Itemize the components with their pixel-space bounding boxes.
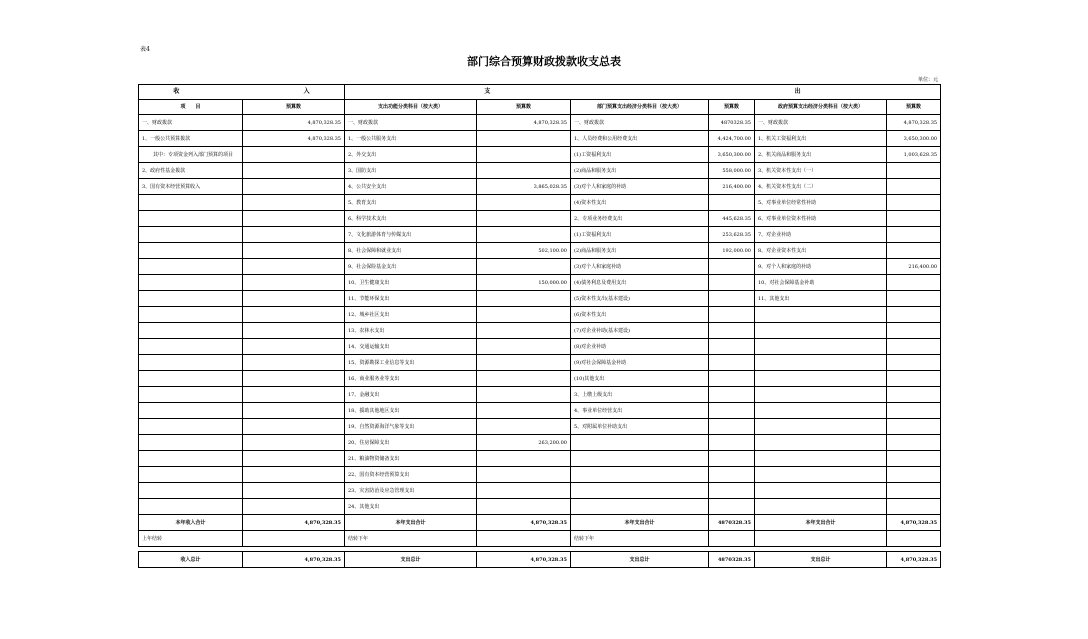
table-row <box>139 371 941 387</box>
table-row <box>139 243 941 259</box>
functional-budget-cell: 263,200.00 <box>477 435 571 451</box>
functional-budget-cell <box>477 451 571 467</box>
income-budget-cell <box>243 499 345 515</box>
dept-economic-item-cell: (2)商品和服务支出 <box>571 243 709 259</box>
income-budget-cell <box>243 339 345 355</box>
functional-item-cell: 19、自然资源海洋气象等支出 <box>345 419 477 435</box>
column-header-row <box>139 100 941 115</box>
gov-economic-budget-cell <box>887 531 941 547</box>
functional-budget-cell <box>477 467 571 483</box>
gov-economic-budget-cell <box>887 339 941 355</box>
income-item-cell: 3、国有资本经营预算收入 <box>139 179 243 195</box>
table-row <box>139 179 941 195</box>
functional-item-cell: 8、社会保障和就业支出 <box>345 243 477 259</box>
functional-budget-cell: 4,870,328.35 <box>477 552 571 568</box>
col-header-dept-economic-budget: 预算数 <box>709 100 755 115</box>
gov-economic-budget-cell <box>887 451 941 467</box>
income-item-cell: 本年收入合计 <box>139 515 243 531</box>
functional-budget-cell <box>477 371 571 387</box>
dept-economic-item-cell: (4)债务利息及费用支出 <box>571 275 709 291</box>
col-header-functional-item: 支出功能分类科目（按大类） <box>345 100 477 115</box>
expense-char-2: 出 <box>794 88 801 95</box>
dept-economic-budget-cell <box>709 307 755 323</box>
gov-economic-budget-cell <box>887 211 941 227</box>
gov-economic-budget-cell <box>887 307 941 323</box>
income-item-cell <box>139 419 243 435</box>
col-header-gov-economic-item: 政府预算支出经济分类科目（按大类） <box>755 100 887 115</box>
gov-economic-item-cell: 支出总计 <box>755 552 887 568</box>
table-row <box>139 323 941 339</box>
functional-budget-cell <box>477 259 571 275</box>
gov-economic-budget-cell: 4,870,328.35 <box>887 115 941 131</box>
income-budget-cell: 4,870,328.35 <box>243 515 345 531</box>
income-item-cell <box>139 355 243 371</box>
income-item-cell <box>139 467 243 483</box>
income-char-2: 入 <box>303 88 310 95</box>
gov-economic-budget-cell <box>887 163 941 179</box>
dept-economic-budget-cell: 4,424,700.00 <box>709 131 755 147</box>
income-item-cell <box>139 259 243 275</box>
dept-economic-budget-cell <box>709 355 755 371</box>
gov-economic-item-cell <box>755 355 887 371</box>
functional-budget-cell <box>477 387 571 403</box>
gov-economic-item-cell <box>755 387 887 403</box>
table-row <box>139 387 941 403</box>
table-row <box>139 131 941 147</box>
table-row <box>139 467 941 483</box>
functional-budget-cell: 4,870,328.35 <box>477 515 571 531</box>
gov-economic-item-cell <box>755 451 887 467</box>
functional-item-cell: 6、科学技术支出 <box>345 211 477 227</box>
dept-economic-item-cell: (6)资本性支出 <box>571 307 709 323</box>
gov-economic-item-cell <box>755 531 887 547</box>
gov-economic-item-cell: 1、机关工资福利支出 <box>755 131 887 147</box>
dept-economic-item-cell: 本年支出合计 <box>571 515 709 531</box>
functional-item-cell: 12、城乡社区支出 <box>345 307 477 323</box>
gov-economic-item-cell: 7、对企业补助 <box>755 227 887 243</box>
dept-economic-budget-cell <box>709 387 755 403</box>
dept-economic-item-cell: 支出总计 <box>571 552 709 568</box>
gov-economic-item-cell <box>755 483 887 499</box>
functional-item-cell: 16、商业服务业等支出 <box>345 371 477 387</box>
income-item-cell <box>139 291 243 307</box>
income-budget-cell <box>243 195 345 211</box>
functional-budget-cell: 3,865,028.35 <box>477 179 571 195</box>
dept-economic-budget-cell <box>709 531 755 547</box>
dept-economic-budget-cell: 4870328.35 <box>709 552 755 568</box>
table-row <box>139 259 941 275</box>
dept-economic-item-cell <box>571 467 709 483</box>
functional-item-cell: 7、文化旅游体育与传媒支出 <box>345 227 477 243</box>
gov-economic-item-cell <box>755 371 887 387</box>
carryover-row <box>139 531 941 547</box>
gov-economic-budget-cell <box>887 355 941 371</box>
functional-item-cell: 2、外交支出 <box>345 147 477 163</box>
income-budget-cell <box>243 323 345 339</box>
functional-budget-cell: 502,100.00 <box>477 243 571 259</box>
income-item-cell <box>139 403 243 419</box>
expense-char-1: 支 <box>484 88 491 95</box>
income-budget-cell <box>243 243 345 259</box>
col-header-gov-economic-budget: 预算数 <box>887 100 941 115</box>
gov-economic-budget-cell <box>887 403 941 419</box>
income-budget-cell <box>243 179 345 195</box>
table-row <box>139 147 941 163</box>
functional-budget-cell <box>477 499 571 515</box>
income-item-cell <box>139 243 243 259</box>
income-budget-cell <box>243 259 345 275</box>
gov-economic-item-cell: 3、机关资本性支出（一） <box>755 163 887 179</box>
income-budget-cell <box>243 307 345 323</box>
functional-item-cell: 14、交通运输支出 <box>345 339 477 355</box>
income-budget-cell <box>243 371 345 387</box>
dept-economic-budget-cell <box>709 259 755 275</box>
gov-economic-budget-cell <box>887 323 941 339</box>
dept-economic-item-cell: (5)资本性支出(基本建设) <box>571 291 709 307</box>
functional-item-cell: 21、粮油物资储备支出 <box>345 451 477 467</box>
dept-economic-budget-cell: 4870328.35 <box>709 515 755 531</box>
functional-budget-cell <box>477 163 571 179</box>
dept-economic-item-cell: (3)对个人和家庭的补助 <box>571 179 709 195</box>
gov-economic-item-cell: 10、对社会保障基金补助 <box>755 275 887 291</box>
income-item-cell: 一、财政拨款 <box>139 115 243 131</box>
income-budget-cell <box>243 387 345 403</box>
gov-economic-budget-cell <box>887 499 941 515</box>
table-row <box>139 339 941 355</box>
dept-economic-budget-cell <box>709 323 755 339</box>
income-budget-cell: 4,870,328.35 <box>243 131 345 147</box>
functional-item-cell: 11、节能环保支出 <box>345 291 477 307</box>
table-row <box>139 355 941 371</box>
gov-economic-budget-cell <box>887 195 941 211</box>
gov-economic-budget-cell <box>887 387 941 403</box>
functional-budget-cell <box>477 195 571 211</box>
dept-economic-item-cell <box>571 483 709 499</box>
gov-economic-budget-cell <box>887 419 941 435</box>
dept-economic-item-cell: (4)资本性支出 <box>571 195 709 211</box>
functional-item-cell: 24、其他支出 <box>345 499 477 515</box>
income-section-header <box>139 85 345 100</box>
dept-economic-item-cell: (3)对个人和家庭补助 <box>571 259 709 275</box>
income-budget-cell <box>243 355 345 371</box>
document-title: 部门综合预算财政拨款收支总表 <box>467 55 621 68</box>
income-item-cell <box>139 371 243 387</box>
functional-item-cell: 9、社会保险基金支出 <box>345 259 477 275</box>
dept-economic-budget-cell <box>709 419 755 435</box>
gov-economic-budget-cell: 216,400.00 <box>887 259 941 275</box>
income-item-cell <box>139 307 243 323</box>
table-row <box>139 435 941 451</box>
dept-economic-item-cell: 2、专项业务经费支出 <box>571 211 709 227</box>
dept-economic-item-cell <box>571 499 709 515</box>
table-row <box>139 211 941 227</box>
income-budget-cell <box>243 227 345 243</box>
functional-budget-cell <box>477 291 571 307</box>
dept-economic-item-cell: 一、财政拨款 <box>571 115 709 131</box>
gov-economic-item-cell <box>755 323 887 339</box>
income-item-cell <box>139 227 243 243</box>
income-budget-cell: 4,870,328.35 <box>243 552 345 568</box>
income-item-cell <box>139 387 243 403</box>
functional-budget-cell <box>477 419 571 435</box>
income-item-cell: 上年结转 <box>139 531 243 547</box>
income-budget-cell <box>243 291 345 307</box>
functional-item-cell: 结转下年 <box>345 531 477 547</box>
dept-economic-item-cell: (2)商品和服务支出 <box>571 163 709 179</box>
income-budget-cell <box>243 451 345 467</box>
table-row <box>139 403 941 419</box>
functional-item-cell: 支出总计 <box>345 552 477 568</box>
functional-item-cell: 23、灾害防治及应急管理支出 <box>345 483 477 499</box>
income-budget-cell <box>243 211 345 227</box>
functional-item-cell: 一、财政拨款 <box>345 115 477 131</box>
functional-item-cell: 5、教育支出 <box>345 195 477 211</box>
functional-item-cell: 本年支出合计 <box>345 515 477 531</box>
gov-economic-budget-cell <box>887 275 941 291</box>
dept-economic-item-cell: (1)工资福利支出 <box>571 147 709 163</box>
dept-economic-item-cell: (8)对企业补助 <box>571 339 709 355</box>
dept-economic-budget-cell: 216,400.00 <box>709 179 755 195</box>
income-item-cell: 其中：专项资金列入部门预算的项目 <box>139 147 243 163</box>
dept-economic-budget-cell: 558,000.00 <box>709 163 755 179</box>
gov-economic-item-cell: 2、机关商品和服务支出 <box>755 147 887 163</box>
col-header-income-item: 项 目 <box>139 100 243 115</box>
gov-economic-budget-cell: 4,870,328.35 <box>887 515 941 531</box>
gov-economic-budget-cell <box>887 227 941 243</box>
dept-economic-budget-cell <box>709 291 755 307</box>
table-row <box>139 307 941 323</box>
gov-economic-item-cell: 5、对事业单位经常性补助 <box>755 195 887 211</box>
income-item-cell <box>139 435 243 451</box>
gov-economic-budget-cell: 4,870,328.35 <box>887 552 941 568</box>
functional-item-cell: 17、金融支出 <box>345 387 477 403</box>
table-row <box>139 483 941 499</box>
functional-budget-cell <box>477 339 571 355</box>
functional-budget-cell <box>477 131 571 147</box>
gov-economic-item-cell: 本年支出合计 <box>755 515 887 531</box>
income-item-cell: 2、政府性基金拨款 <box>139 163 243 179</box>
table-row <box>139 195 941 211</box>
gov-economic-budget-cell <box>887 243 941 259</box>
functional-item-cell: 22、国有资本经营预算支出 <box>345 467 477 483</box>
gov-economic-item-cell: 11、其他支出 <box>755 291 887 307</box>
income-item-cell <box>139 323 243 339</box>
dept-economic-item-cell: 3、上缴上级支出 <box>571 387 709 403</box>
dept-economic-budget-cell: 253,628.35 <box>709 227 755 243</box>
gov-economic-budget-cell <box>887 179 941 195</box>
dept-economic-item-cell: 5、对附属单位补助支出 <box>571 419 709 435</box>
table-row <box>139 163 941 179</box>
gov-economic-budget-cell <box>887 435 941 451</box>
gov-economic-item-cell <box>755 499 887 515</box>
income-budget-cell <box>243 483 345 499</box>
income-budget-cell <box>243 163 345 179</box>
col-header-income-budget: 预算数 <box>243 100 345 115</box>
gov-economic-item-cell <box>755 307 887 323</box>
table-row <box>139 499 941 515</box>
gov-economic-item-cell <box>755 467 887 483</box>
income-item-cell <box>139 451 243 467</box>
dept-economic-budget-cell <box>709 371 755 387</box>
dept-economic-budget-cell: 445,628.35 <box>709 211 755 227</box>
dept-economic-budget-cell <box>709 403 755 419</box>
functional-budget-cell <box>477 483 571 499</box>
functional-item-cell: 10、卫生健康支出 <box>345 275 477 291</box>
dept-economic-item-cell: (1)工资福利支出 <box>571 227 709 243</box>
unit-label: 单位：元 <box>917 77 938 83</box>
functional-budget-cell <box>477 355 571 371</box>
dept-economic-item-cell: (9)对社会保障基金补助 <box>571 355 709 371</box>
income-item-cell: 收入总计 <box>139 552 243 568</box>
gov-economic-budget-cell: 3,650,300.00 <box>887 131 941 147</box>
functional-item-cell: 18、援助其他地区支出 <box>345 403 477 419</box>
dept-economic-item-cell: 结转下年 <box>571 531 709 547</box>
income-budget-cell <box>243 467 345 483</box>
income-budget-cell: 4,870,328.35 <box>243 115 345 131</box>
income-budget-cell <box>243 275 345 291</box>
year-totals-row <box>139 515 941 531</box>
table-row <box>139 275 941 291</box>
functional-budget-cell <box>477 323 571 339</box>
functional-budget-cell <box>477 227 571 243</box>
dept-economic-budget-cell <box>709 483 755 499</box>
income-item-cell <box>139 339 243 355</box>
functional-item-cell: 4、公共安全支出 <box>345 179 477 195</box>
dept-economic-item-cell <box>571 451 709 467</box>
gov-economic-item-cell: 8、对企业资本性支出 <box>755 243 887 259</box>
grand-totals-row <box>139 552 941 568</box>
dept-economic-budget-cell: 4870328.35 <box>709 115 755 131</box>
gov-economic-item-cell: 4、机关资本性支出（二） <box>755 179 887 195</box>
functional-item-cell: 3、国防支出 <box>345 163 477 179</box>
gov-economic-budget-cell <box>887 483 941 499</box>
income-budget-cell <box>243 435 345 451</box>
dept-economic-item-cell <box>571 435 709 451</box>
gov-economic-item-cell: 6、对事业单位资本性补助 <box>755 211 887 227</box>
income-item-cell <box>139 483 243 499</box>
functional-budget-cell <box>477 307 571 323</box>
section-header-row <box>139 85 941 100</box>
functional-budget-cell <box>477 531 571 547</box>
col-header-dept-economic-item: 部门预算支出经济分类科目（按大类） <box>571 100 709 115</box>
functional-item-cell: 20、住房保障支出 <box>345 435 477 451</box>
table-row <box>139 451 941 467</box>
gov-economic-item-cell <box>755 339 887 355</box>
functional-item-cell: 1、一般公共服务支出 <box>345 131 477 147</box>
dept-economic-budget-cell <box>709 451 755 467</box>
gov-economic-item-cell: 一、财政拨款 <box>755 115 887 131</box>
functional-budget-cell: 4,870,328.35 <box>477 115 571 131</box>
functional-budget-cell <box>477 211 571 227</box>
table-row <box>139 227 941 243</box>
dept-economic-budget-cell <box>709 467 755 483</box>
gov-economic-budget-cell <box>887 371 941 387</box>
gov-economic-budget-cell <box>887 291 941 307</box>
income-item-cell <box>139 499 243 515</box>
gov-economic-item-cell: 9、对个人和家庭的补助 <box>755 259 887 275</box>
gov-economic-budget-cell: 1,003,628.35 <box>887 147 941 163</box>
functional-item-cell: 15、资源勘探工业信息等支出 <box>345 355 477 371</box>
expense-section-header <box>345 85 941 100</box>
income-budget-cell <box>243 531 345 547</box>
functional-budget-cell: 150,000.00 <box>477 275 571 291</box>
dept-economic-budget-cell <box>709 195 755 211</box>
dept-economic-item-cell: (10)其他支出 <box>571 371 709 387</box>
dept-economic-item-cell: (7)对企业补助(基本建设) <box>571 323 709 339</box>
functional-budget-cell <box>477 147 571 163</box>
dept-economic-budget-cell <box>709 435 755 451</box>
income-item-cell <box>139 195 243 211</box>
income-budget-cell <box>243 147 345 163</box>
table-row <box>139 291 941 307</box>
income-item-cell: 1、一般公共预算拨款 <box>139 131 243 147</box>
dept-economic-budget-cell: 192,000.00 <box>709 243 755 259</box>
budget-table <box>138 84 941 568</box>
income-item-cell <box>139 211 243 227</box>
table-row <box>139 419 941 435</box>
col-header-functional-budget: 预算数 <box>477 100 571 115</box>
gov-economic-item-cell <box>755 419 887 435</box>
functional-item-cell: 13、农林水支出 <box>345 323 477 339</box>
gov-economic-item-cell <box>755 435 887 451</box>
income-budget-cell <box>243 419 345 435</box>
income-char-1: 收 <box>173 88 180 95</box>
dept-economic-item-cell: 4、事业单位经营支出 <box>571 403 709 419</box>
dept-economic-budget-cell <box>709 339 755 355</box>
dept-economic-budget-cell: 3,650,300.00 <box>709 147 755 163</box>
dept-economic-item-cell: 1、人员经费和公用经费支出 <box>571 131 709 147</box>
income-item-cell <box>139 275 243 291</box>
gov-economic-budget-cell <box>887 467 941 483</box>
income-budget-cell <box>243 403 345 419</box>
dept-economic-budget-cell <box>709 499 755 515</box>
table-row <box>139 115 941 131</box>
table-number: 表4 <box>140 46 150 53</box>
gov-economic-item-cell <box>755 403 887 419</box>
dept-economic-budget-cell <box>709 275 755 291</box>
functional-budget-cell <box>477 403 571 419</box>
